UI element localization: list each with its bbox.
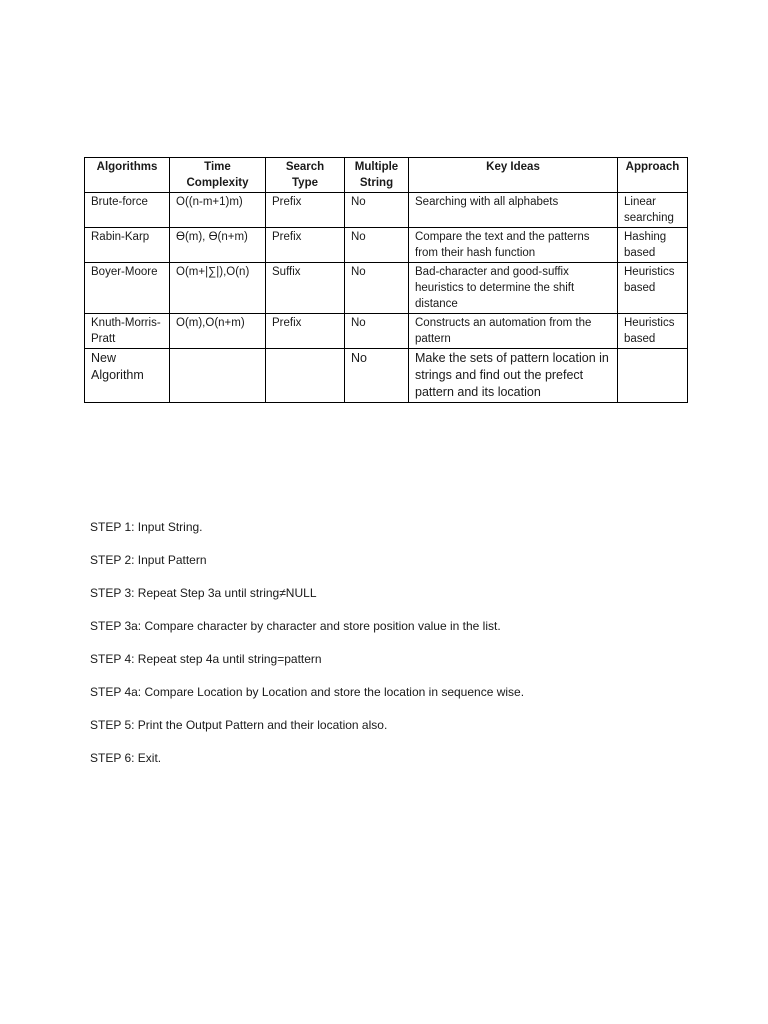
cell-key-ideas: Bad-character and good-suffix heuristics to determine the shift distance [409, 263, 618, 314]
cell-key-ideas: Searching with all alphabets [409, 193, 618, 228]
cell-approach: Linear searching [618, 193, 688, 228]
cell-algorithm: Rabin-Karp [85, 228, 170, 263]
algorithm-comparison-table [84, 157, 688, 403]
header-approach: Approach [618, 158, 688, 193]
cell-approach: Hashing based [618, 228, 688, 263]
header-algorithms: Algorithms [85, 158, 170, 193]
header-multiple-string: Multiple String [345, 158, 409, 193]
cell-key-ideas: Compare the text and the patterns from their hash function [409, 228, 618, 263]
cell-multiple-string: No [345, 314, 409, 349]
cell-search-type: Prefix [266, 193, 345, 228]
step-6: STEP 6: Exit. [90, 751, 162, 765]
cell-algorithm: Knuth-Morris-Pratt [85, 314, 170, 349]
cell-approach: Heuristics based [618, 263, 688, 314]
table-row [85, 349, 688, 403]
step-3: STEP 3: Repeat Step 3a until string≠NULL [90, 586, 317, 600]
header-time-complexity: Time Complexity [170, 158, 266, 193]
cell-multiple-string: No [345, 263, 409, 314]
cell-time-complexity: O(m+|∑|),O(n) [170, 263, 266, 314]
cell-time-complexity: O(m),O(n+m) [170, 314, 266, 349]
cell-time-complexity: O((n-m+1)m) [170, 193, 266, 228]
table-row [85, 228, 688, 263]
cell-search-type [266, 349, 345, 403]
cell-multiple-string: No [345, 193, 409, 228]
step-4a: STEP 4a: Compare Location by Location and store the location in sequence wise. [90, 685, 525, 699]
cell-search-type: Prefix [266, 314, 345, 349]
step-3a: STEP 3a: Compare character by character and store position value in the list. [90, 619, 501, 633]
step-4: STEP 4: Repeat step 4a until string=pattern [90, 652, 322, 666]
cell-approach: Heuristics based [618, 314, 688, 349]
algorithm-steps [90, 519, 524, 783]
cell-search-type: Suffix [266, 263, 345, 314]
table-row [85, 193, 688, 228]
step-5: STEP 5: Print the Output Pattern and their location also. [90, 718, 388, 732]
table-row [85, 314, 688, 349]
step-2: STEP 2: Input Pattern [90, 553, 207, 567]
header-key-ideas: Key Ideas [409, 158, 618, 193]
cell-multiple-string: No [345, 228, 409, 263]
table-row [85, 263, 688, 314]
step-1: STEP 1: Input String. [90, 520, 203, 534]
cell-multiple-string: No [345, 349, 409, 403]
cell-algorithm: New Algorithm [85, 349, 170, 403]
cell-search-type: Prefix [266, 228, 345, 263]
cell-time-complexity [170, 349, 266, 403]
header-search-type: Search Type [266, 158, 345, 193]
cell-approach [618, 349, 688, 403]
cell-key-ideas: Make the sets of pattern location in strings and find out the prefect pattern and its location [409, 349, 618, 403]
cell-algorithm: Brute-force [85, 193, 170, 228]
cell-time-complexity: ϴ(m), ϴ(n+m) [170, 228, 266, 263]
cell-algorithm: Boyer-Moore [85, 263, 170, 314]
cell-key-ideas: Constructs an automation from the pattern [409, 314, 618, 349]
table-header-row [85, 158, 688, 193]
